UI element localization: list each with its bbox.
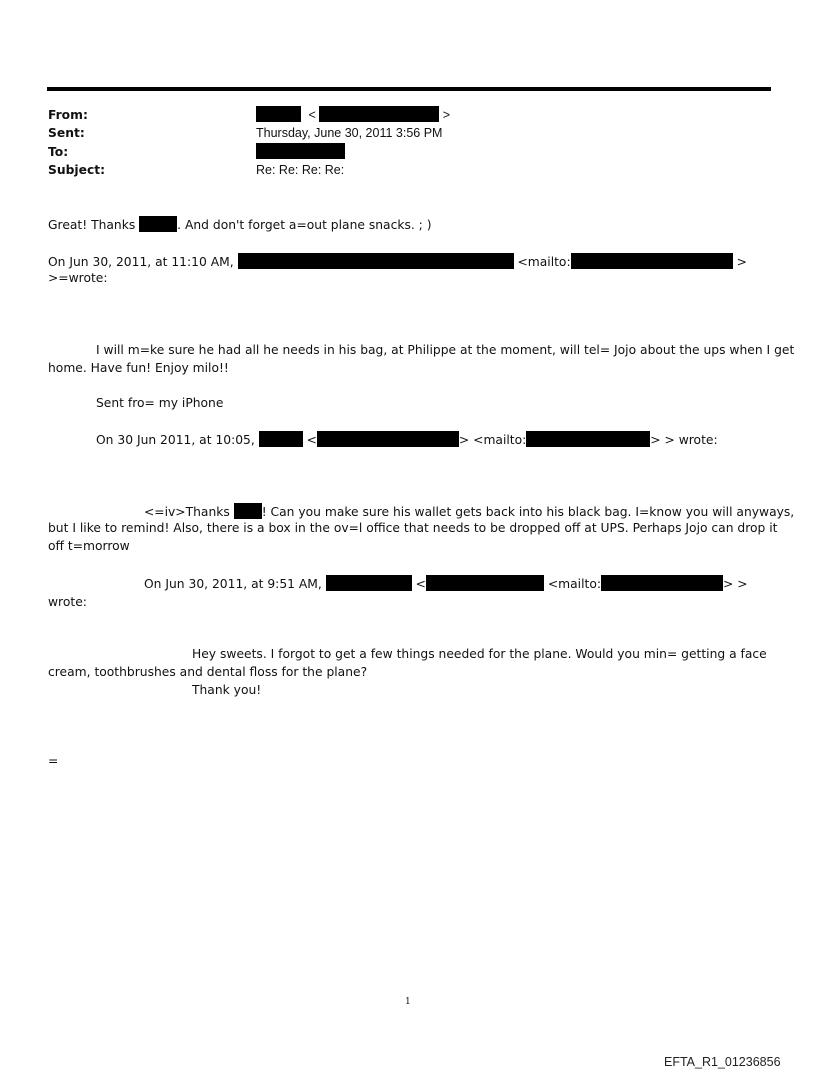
reply-text-end: . And don't forget a=out plane snacks. ; )	[177, 218, 432, 232]
quote-header-3	[144, 575, 748, 591]
redaction-box	[238, 253, 514, 269]
document-id: EFTA_R1_01236856	[664, 1055, 781, 1069]
paragraph-4-line-2: cream, toothbrushes and dental floss for the plane?	[48, 665, 368, 679]
quote-3-mailto: <mailto:	[543, 577, 601, 591]
sent-label: Sent:	[48, 126, 85, 140]
redaction-box	[256, 106, 301, 122]
to-label: To:	[48, 145, 69, 159]
paragraph-3-line-3: off t=morrow	[48, 539, 130, 553]
quote-3-intro: On Jun 30, 2011, at 9:51 AM,	[144, 577, 326, 591]
quote-header-2	[96, 431, 718, 447]
quote-1-wrote: >=wrote:	[48, 271, 108, 285]
quote-2-lt: <	[302, 433, 317, 447]
redaction-box	[234, 503, 262, 519]
paragraph-3-line-2: but I like to remind! Also, there is a box in the ov=l office that needs to be dropped off at UPS. Perhaps Jojo can drop it	[48, 521, 778, 535]
redaction-box	[426, 575, 544, 591]
header-rule	[47, 87, 771, 91]
quote-header-1	[48, 253, 747, 269]
trailing-equals: =	[48, 754, 59, 768]
quote-2-mailto: > <mailto:	[458, 433, 527, 447]
redaction-box	[319, 106, 439, 122]
redaction-box	[317, 431, 459, 447]
from-label: From:	[48, 108, 88, 122]
quote-1-gt: >	[736, 255, 747, 269]
sent-from-line: Sent fro= my iPhone	[96, 396, 224, 410]
redaction-box	[256, 143, 345, 159]
redaction-box	[326, 575, 412, 591]
paragraph-2-line-1: I will m=ke sure he had all he needs in his bag, at Philippe at the moment, will tel= Jojo about the ups when I get	[96, 343, 795, 357]
from-value	[256, 106, 450, 122]
paragraph-4-line-1: Hey sweets. I forgot to get a few things needed for the plane. Would you min= getting a face	[192, 647, 767, 661]
from-lt: <	[308, 108, 316, 122]
paragraph-2-line-2: home. Have fun! Enjoy milo!!	[48, 361, 229, 375]
quote-3-lt: <	[411, 577, 426, 591]
subject-value: Re: Re: Re: Re:	[256, 163, 345, 177]
page-number: 1	[405, 997, 411, 1007]
quote-1-mailto: <mailto:	[513, 255, 571, 269]
reply-line	[48, 216, 432, 232]
quote-1-intro: On Jun 30, 2011, at 11:10 AM,	[48, 255, 238, 269]
reply-text-start: Great! Thanks	[48, 218, 140, 232]
paragraph-3-start: <=iv>Thanks	[144, 505, 234, 519]
quote-2-end: > > wrote:	[650, 433, 718, 447]
subject-label: Subject:	[48, 163, 106, 177]
paragraph-3-rest: ! Can you make sure his wallet gets back into his black bag. I=know you will anyways,	[261, 505, 795, 519]
redaction-box	[139, 216, 177, 232]
redaction-box	[571, 253, 733, 269]
quote-3-wrote: wrote:	[48, 595, 87, 609]
redaction-box	[259, 431, 303, 447]
redaction-box	[526, 431, 650, 447]
quote-3-end: > >	[723, 577, 748, 591]
paragraph-3-line-1	[144, 503, 794, 519]
to-value	[256, 143, 345, 159]
from-gt: >	[442, 108, 451, 122]
sent-value: Thursday, June 30, 2011 3:56 PM	[256, 126, 443, 140]
quote-2-intro: On 30 Jun 2011, at 10:05,	[96, 433, 259, 447]
paragraph-4-line-3: Thank you!	[192, 683, 262, 697]
redaction-box	[601, 575, 723, 591]
